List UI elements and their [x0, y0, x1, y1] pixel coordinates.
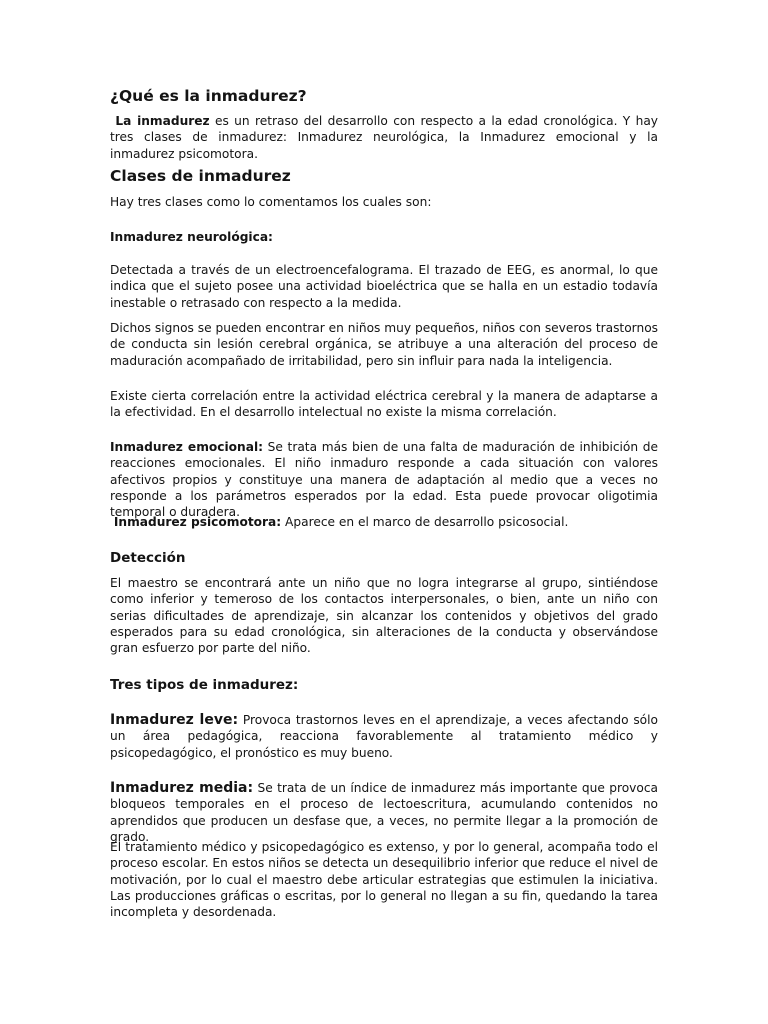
emocional-paragraph — [110, 439, 658, 520]
intro-paragraph — [110, 113, 658, 162]
clases-text: Hay tres clases como lo comentamos los cuales son: — [110, 195, 432, 209]
tratamiento-paragraph: El tratamiento médico y psicopedagógico es extenso, y por lo general, acompaña todo el proceso escolar. En estos niños se detecta un desequilibrio inferior que reduce el nivel de motivación, por lo cual el maestro debe articular estrategias que estimulen la iniciativa. Las producciones gráficas o escritas, por lo general no llegan a su fin, quedando la tarea incompleta y desordenada. — [110, 840, 658, 920]
intro-text: es un retraso del desarrollo con respecto a la edad cronológica. Y hay tres clases de inmadurez: Inmadurez neurológica, la Inmadurez emocional y la inmadurez psicomotora. — [110, 114, 659, 161]
neuro-heading: Inmadurez neurológica: — [110, 230, 273, 244]
emocional-text: Se trata más bien de una falta de maduración de inhibición de reacciones emocionales. El niño inmaduro responde a cada situación con valores afectivos propios y constituye una manera de adaptación al medio que a veces no responde a los parámetros esperados por la edad. Esta puede provocar oligotimia temporal o duradera. — [110, 440, 658, 520]
leve-paragraph — [110, 712, 658, 761]
leve-text: Provoca trastornos leves en el aprendizaje, a veces afectando sólo un área pedagógica, reacciona favorablemente al tratamiento médico y psicopedagógico, el pronóstico es muy bueno. — [110, 713, 658, 760]
media-paragraph — [110, 780, 658, 845]
neuro-paragraph-1: Detectada a través de un electroencefalograma. El trazado de EEG, es anormal, lo que indica que el sujeto posee una actividad bioeléctrica que se halla en un estadio todavía inestable o retrasado con respecto a la medida. — [110, 263, 658, 310]
deteccion-paragraph: El maestro se encontrará ante un niño que no logra integrarse al grupo, sintiéndose como inferior y temeroso de los contactos interpersonales, o bien, ante un niño con serias dificultades de aprendizaje, sin alcanzar los contenidos y objetivos del grado esperados para su edad cronológica, sin alteraciones de la conducta y observándose gran esfuerzo por parte del niño. — [110, 576, 658, 656]
psicomotora-paragraph — [110, 514, 658, 530]
leve-term: Inmadurez leve: — [110, 712, 239, 728]
tipos-heading: Tres tipos de inmadurez: — [110, 677, 299, 693]
psicomotora-term: Inmadurez psicomotora: — [113, 515, 282, 529]
page-title: ¿Qué es la inmadurez? — [110, 87, 307, 105]
neuro-paragraph-3: Existe cierta correlación entre la actividad eléctrica cerebral y la manera de adaptarse a la efectividad. En el desarrollo intelectual no existe la misma correlación. — [110, 389, 658, 420]
media-term: Inmadurez media: — [110, 780, 254, 796]
clases-heading: Clases de inmadurez — [110, 167, 291, 185]
intro-term: La inmadurez — [115, 114, 210, 128]
psicomotora-text: Aparece en el marco de desarrollo psicosocial. — [281, 515, 569, 529]
media-text: Se trata de un índice de inmadurez más importante que provoca bloqueos temporales en el proceso de lectoescritura, acumulando contenidos no aprendidos que producen un desfase que, a veces, no permite llegar a la promoción de grado. — [110, 781, 658, 844]
deteccion-heading: Detección — [110, 550, 186, 566]
emocional-term: Inmadurez emocional: — [110, 440, 263, 454]
neuro-paragraph-2: Dichos signos se pueden encontrar en niños muy pequeños, niños con severos trastornos de conducta sin lesión cerebral orgánica, se atribuye a una alteración del proceso de maduración acompañado de irritabilidad, pero sin influir para nada la inteligencia. — [110, 321, 658, 368]
